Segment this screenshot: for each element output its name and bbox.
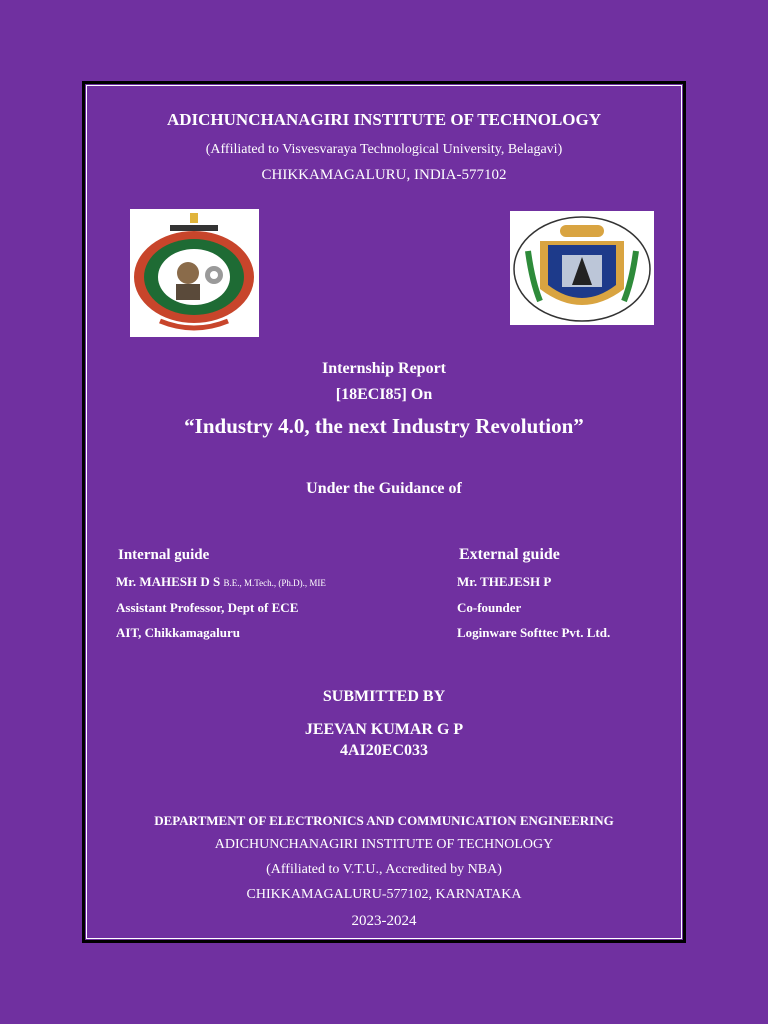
vtu-emblem-icon xyxy=(510,211,654,325)
institute-affiliation: (Affiliated to Visvesvaraya Technological University, Belagavi) xyxy=(205,142,563,157)
adichunchanagiri-university-emblem-icon xyxy=(130,209,259,337)
external-guide-designation: Co-founder xyxy=(457,600,522,615)
external-guide-org: Loginware Softtec Pvt. Ltd. xyxy=(457,625,611,640)
internal-guide-org: AIT, Chikkamagaluru xyxy=(116,625,241,640)
footer-location: CHIKKAMAGALURU-577102, KARNATAKA xyxy=(246,887,522,902)
internal-guide-name: Mr. MAHESH D S xyxy=(116,574,221,589)
institute-location: CHIKKAMAGALURU, INDIA-577102 xyxy=(261,167,507,183)
student-usn: 4AI20EC033 xyxy=(339,742,428,759)
report-on: On xyxy=(410,386,433,403)
institute-name: ADICHUNCHANAGIRI INSTITUTE OF TECHNOLOGY xyxy=(166,110,602,129)
internal-guide-name-line xyxy=(116,574,326,590)
internal-guide-quals: B.E., M.Tech., (Ph.D)., MIE xyxy=(223,578,326,588)
student-name: JEEVAN KUMAR G P xyxy=(304,721,464,738)
external-guide-heading: External guide xyxy=(459,546,560,563)
internal-guide-designation: Assistant Professor, Dept of ECE xyxy=(116,600,299,615)
external-guide-name: Mr. THEJESH P xyxy=(457,574,552,589)
report-title: “Industry 4.0, the next Industry Revolution” xyxy=(184,414,584,438)
internal-guide-heading: Internal guide xyxy=(118,547,210,563)
footer-affiliation: (Affiliated to V.T.U., Accredited by NBA) xyxy=(266,862,502,877)
department-name: DEPARTMENT OF ELECTRONICS AND COMMUNICATION ENGINEERING xyxy=(154,813,614,828)
report-code-line xyxy=(86,386,682,404)
report-code: [18ECI85] xyxy=(335,386,407,403)
guidance-heading: Under the Guidance of xyxy=(306,480,462,497)
report-type: Internship Report xyxy=(321,360,446,377)
academic-year: 2023-2024 xyxy=(351,913,417,929)
submitted-by-heading: SUBMITTED BY xyxy=(322,688,446,705)
footer-institute: ADICHUNCHANAGIRI INSTITUTE OF TECHNOLOGY xyxy=(214,837,554,852)
